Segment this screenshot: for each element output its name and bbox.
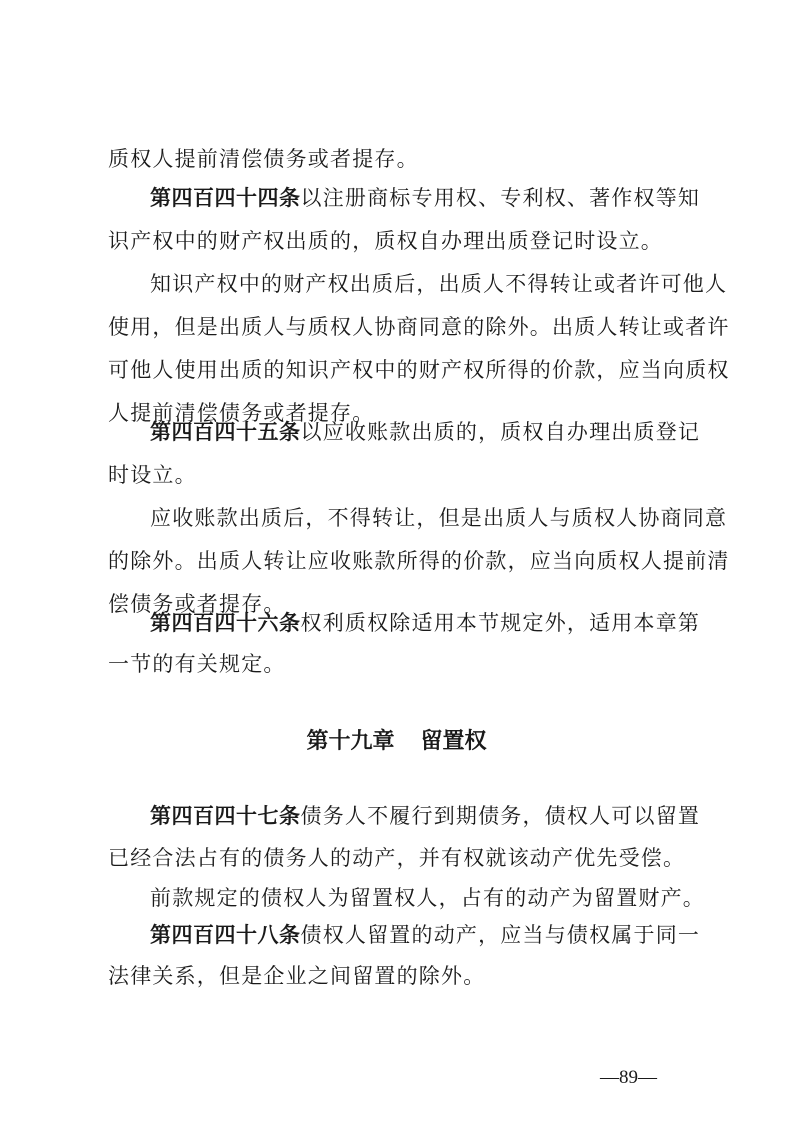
text-line [0,309,793,345]
line-text: 质权人提前清偿债务或者提存。 [108,147,419,171]
text-line [0,840,793,876]
article-text: 以应收账款出质的，质权自办理出质登记 [300,420,701,444]
article-line [0,798,793,834]
line-text: 人提前清偿债务或者提存。 [108,401,375,425]
article-number: 第四百四十七条 [150,804,301,828]
chapter-heading [0,724,793,760]
text-line [0,141,793,177]
text-line [0,352,793,388]
chapter-title: 留置权 [420,729,487,754]
line-text: 一节的有关规定。 [108,652,286,676]
text-line [0,223,793,259]
line-text: 的除外。出质人转让应收账款所得的价款，应当向质权人提前清 [108,549,730,573]
text-line [0,646,793,682]
article-number: 第四百四十六条 [150,611,301,635]
article-line [0,180,793,216]
line-text: 可他人使用出质的知识产权中的财产权所得的价款，应当向质权 [108,358,730,382]
line-text: 使用，但是出质人与质权人协商同意的除外。出质人转让或者许 [108,315,730,339]
article-text: 债权人留置的动产，应当与债权属于同一 [300,923,701,947]
chapter-number: 第十九章 [306,729,395,754]
article-number: 第四百四十四条 [150,186,301,210]
article-number: 第四百四十五条 [150,420,301,444]
article-line [0,917,793,953]
line-text: 知识产权中的财产权出质后，出质人不得转让或者许可他人 [150,272,728,296]
line-text: 偿债务或者提存。 [108,592,286,616]
article-number: 第四百四十八条 [150,923,301,947]
line-text: 法律关系，但是企业之间留置的除外。 [108,964,486,988]
article-line [0,414,793,450]
text-line [0,543,793,579]
page-number: —89— [600,1067,657,1088]
text-line [0,266,793,302]
line-text: 已经合法占有的债务人的动产，并有权就该动产优先受偿。 [108,846,686,870]
text-line [0,880,793,916]
text-line [0,500,793,536]
line-text: 应收账款出质后，不得转让，但是出质人与质权人协商同意 [150,506,728,530]
article-text: 债务人不履行到期债务，债权人可以留置 [300,804,701,828]
article-text: 以注册商标专用权、专利权、著作权等知 [300,186,701,210]
text-line [0,457,793,493]
line-text: 时设立。 [108,463,197,487]
line-text: 前款规定的债权人为留置权人，占有的动产为留置财产。 [150,886,705,910]
line-text: 识产权中的财产权出质的，质权自办理出质登记时设立。 [108,229,663,253]
article-line [0,605,793,641]
article-text: 权利质权除适用本节规定外，适用本章第 [300,611,701,635]
text-line [0,958,793,994]
